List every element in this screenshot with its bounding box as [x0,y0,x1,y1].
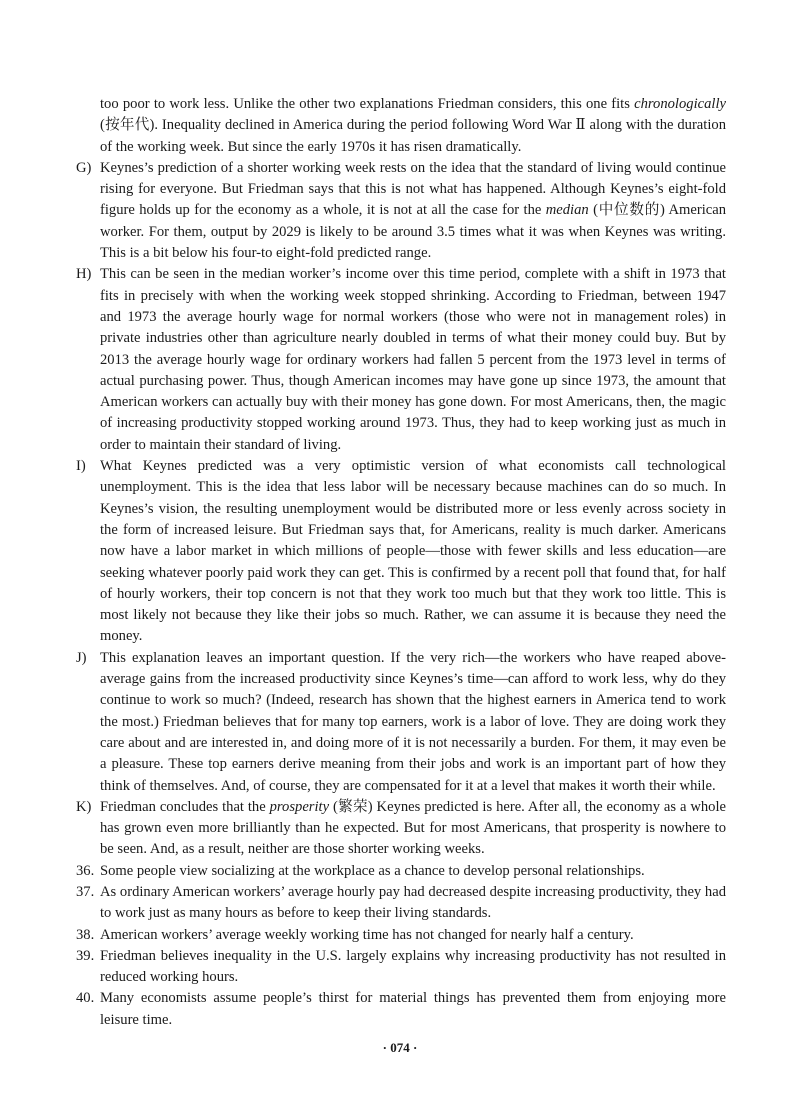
question-number: 37. [76,883,95,900]
question-item [76,988,726,1031]
question-text: Many economists assume people’s thirst for material things has prevented them from enjoying more leisure time. [100,990,726,1028]
text-run: Keynes’s prediction of a shorter working week rests on the idea that the standard of living would continue rising for everyone. But Friedman says that this is not what has happened. Although Keynes’s eight-fold figure holds up for the economy as a whole, it is not at all the case for the [100,159,726,219]
paragraph-k [76,797,726,861]
text-run: (按年代). Inequality declined in America during the period following Word War Ⅱ along with the duration of the working week. But since the early 1970s it has risen dramatically. [100,117,726,155]
paragraph-label: I) [76,458,86,475]
paragraph-j [76,648,726,797]
text-run: (中位数的) American worker. For them, output by 2029 is likely to be around 3.5 times what it was when Keynes was writing. This is a bit below his four-to eight-fold predicted range. [100,202,726,262]
document-body [76,94,726,1031]
question-text: Some people view socializing at the workplace as a chance to develop personal relationships. [100,862,645,879]
paragraph-label: G) [76,159,92,176]
italic-term: chronologically [634,96,726,112]
question-number: 39. [76,947,95,964]
text-run: This explanation leaves an important question. If the very rich—the workers who have reaped above-average gains from the increased productivity since Keynes’s time—can afford to work less, why do they continue to work so much? (Indeed, research has shown that the highest earners in America tend to work the most.) Friedman believes that for many top earners, work is a labor of love. They are doing work they care about and are interested in, and doing more of it is not necessarily a burden. For them, it may even be a pleasure. These top earners derive meaning from their jobs and work is an important part of how they think of themselves. And, of course, they are compensated for it at a level that makes it worth their while. [100,649,726,794]
question-item [76,946,726,989]
italic-term: median [545,202,589,219]
paragraph-g [76,158,726,264]
question-number: 36. [76,862,95,879]
passage-paragraphs [76,158,726,861]
paragraph-i [76,456,726,648]
paragraph-label: H) [76,266,92,283]
text-run: This can be seen in the median worker’s income over this time period, complete with a shift in 1973 that fits in precisely with when the working week stopped shrinking. According to Friedman, between 1947 and 1973 the average hourly wage for normal workers (those who were not in management roles) in private industries other than agriculture nearly doubled in terms of what their money could buy. But by 2013 the average hourly wage for ordinary workers had fallen 5 percent from the 1973 level in terms of actual purchasing power. Thus, though American incomes may have gone up since 1973, the amount that American workers can actually buy with their money has gone down. For most Americans, then, the magic of increasing productivity stopped working around 1973. Thus, they had to keep working just as much in order to maintain their standard of living. [100,266,726,453]
paragraph-h [76,264,726,456]
italic-term: prosperity [269,798,330,815]
paragraph-label: J) [76,649,87,666]
continued-paragraph-f [76,94,726,158]
question-number: 38. [76,926,95,943]
page-number: · 074 · [382,1040,418,1055]
text-run: Friedman concludes that the [100,798,270,815]
paragraph-label: K) [76,798,92,815]
question-list [76,861,726,1031]
question-text: As ordinary American workers’ average hourly pay had decreased despite increasing productivity, they had to work just as many hours as before to keep their living standards. [100,883,726,922]
question-item [76,925,726,946]
question-item [76,861,726,882]
question-item [76,882,726,925]
question-text: American workers’ average weekly working time has not changed for nearly half a century. [100,926,634,943]
text-run: (繁荣) Keynes predicted is here. After all, the economy as a whole has grown even more brilliantly than he expected. But for most Americans, that prosperity is nowhere to be seen. And, as a result, neither are those shorter working weeks. [100,798,726,858]
text-run: What Keynes predicted was a very optimistic version of what economists call technological unemployment. This is the idea that less labor will be necessary because machines can do so much. In Keynes’s vision, the resulting unemployment would be distributed more or less evenly across society in the form of increased leisure. But Friedman says that, for Americans, reality is much darker. Americans now have a labor market in which millions of people—those with fewer skills and less education—are seeking whatever poorly paid work they can get. This is confirmed by a recent poll that found that, for half of hourly workers, their top concern is not that they work too much but that they work too little. This is most likely not because they like their jobs so much. Rather, we can assume it is because they need the money. [100,458,726,645]
text-run: too poor to work less. Unlike the other two explanations Friedman considers, this one fits [100,96,635,112]
question-text: Friedman believes inequality in the U.S. largely explains why increasing productivity has not resulted in reduced working hours. [100,947,726,986]
question-number: 40. [76,990,95,1007]
